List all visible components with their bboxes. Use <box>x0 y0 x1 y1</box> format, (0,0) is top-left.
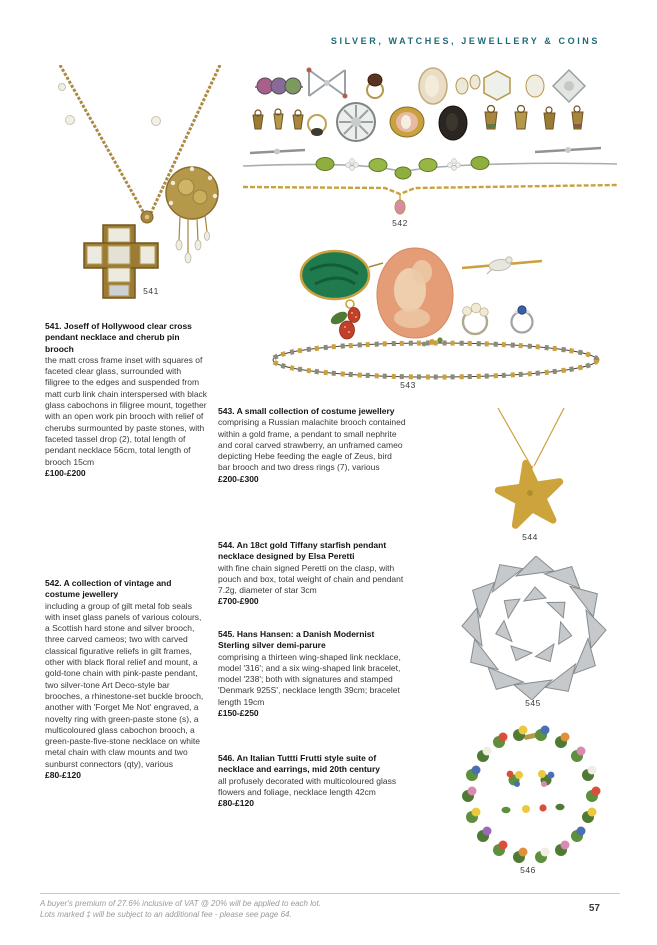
tutti-frutti-earrings <box>507 770 555 787</box>
lot-541-estimate: £100-£200 <box>45 467 86 478</box>
lot-544-estimate: £700-£900 <box>218 596 259 607</box>
lot-546-caption: 546 <box>520 865 536 875</box>
framed-cameo-brooch <box>390 107 424 137</box>
bird-bar-brooch <box>462 257 542 274</box>
lot-546-estimate: £80-£120 <box>218 798 254 809</box>
buyers-premium-line1: A buyer's premium of 27.6% inclusive of VAT @ 20% will be applied to each lot. <box>40 899 321 908</box>
lot-543-entry <box>218 406 406 485</box>
gold-chain-pink-pendant <box>243 185 617 214</box>
cream-cameo <box>419 68 447 104</box>
gilt-fob-seals-left <box>253 109 303 129</box>
lot-545-entry <box>218 629 406 719</box>
three-stone-bar-brooch <box>255 78 303 94</box>
lot-545-image <box>438 556 630 700</box>
blue-stone-ring <box>512 306 533 333</box>
lot-542-photo <box>235 60 625 235</box>
filigree-connector <box>141 211 153 223</box>
lot-545-estimate: £150-£250 <box>218 708 259 719</box>
lot-544-description: with fine chain signed Peretti on the clasp, with pouch and box, total weight of chain and pendant 7.2g, diameter of star 3cm <box>218 562 404 596</box>
lot-543-image <box>240 232 630 380</box>
lot-544-title: 544. An 18ct gold Tiffany starfish pendant necklace designed by Elsa Peretti <box>218 540 387 562</box>
bead-necklace <box>273 337 597 377</box>
small-white-pair <box>456 75 480 94</box>
lot-542-caption: 542 <box>392 218 408 228</box>
lot-542-description: including a group of gilt metal fob seals with inset glass panels of various colours, a Scottish hard stone and silver brooch, three carved cameos; two with carved classical figurative reliefs in gilt frames, other with black floral relief and mount, a gold-tone chain with pink-paste pendant, two silver-tone Art Deco-style bar brooches, a rhinestone-set buckle brooch, another with 'Forget Me Not' engraved, a novelty ring with green-paste stone (s), a multicoloured glass cabochon brooch, a green-paste-five-stone necklace on white metal chain with claw mounts and two sunburst connectors (qty), various <box>45 600 204 769</box>
lot-543-description: comprising a Russian malachite brooch contained within a gold frame, a pendant to small nephrite and coral carved strawberry, an unframed cameo depicting Hebe feeding the eagle of Zeus, bird bar brooch and two dress rings (7), various <box>218 417 406 473</box>
starfish-pendant <box>495 459 565 527</box>
lot-541-title: 541. Joseff of Hollywood clear cross pendant necklace and cherub pin brooch <box>45 321 192 354</box>
lot-546-entry <box>218 753 406 809</box>
buyers-premium-note <box>40 898 520 920</box>
hebe-cameo <box>377 248 453 338</box>
openwork-silver-brooch <box>337 103 375 141</box>
lot-545-title: 545. Hans Hansen: a Danish Modernist Sterling silver demi-parure <box>218 629 375 651</box>
gilt-fob-seals-right <box>485 106 583 130</box>
lot-544-image <box>440 408 620 532</box>
section-title: SILVER, WATCHES, JEWELLERY & COINS <box>330 36 600 46</box>
wing-link-necklace <box>462 556 607 700</box>
lot-542-title: 542. A collection of vintage and costume jewellery <box>45 578 172 600</box>
page-number: 57 <box>588 903 600 914</box>
lot-541-entry <box>45 321 208 479</box>
black-relief-oval <box>439 106 467 140</box>
green-stone-necklace <box>243 157 617 180</box>
lot-542-entry <box>45 578 208 781</box>
dark-stone-ring <box>367 74 383 98</box>
lot-541-caption: 541 <box>143 286 159 296</box>
lot-545-photo <box>438 556 630 716</box>
lot-542-image <box>235 60 625 215</box>
lot-543-photo <box>240 232 630 397</box>
lot-542-estimate: £80-£120 <box>45 770 81 781</box>
white-hexagon-brooch <box>484 71 510 100</box>
lot-545-caption: 545 <box>525 698 541 708</box>
cherub-brooch <box>166 167 218 263</box>
silver-lozenge-brooch <box>553 70 585 102</box>
lot-544-entry <box>218 540 406 608</box>
lot-541-photo <box>40 65 230 305</box>
lot-544-caption: 544 <box>522 532 538 542</box>
malachite-brooch <box>301 251 383 299</box>
strawberry-charm <box>329 300 360 339</box>
fine-gold-chain <box>498 408 564 474</box>
loose-flower-elements <box>502 804 565 813</box>
lot-545-description: comprising a thirteen wing-shaped link necklace, model '316'; and a six wing-shaped link bracelet, model '238'; both with signatures and stamped 'Denmark 925S', necklace length 39cm; bracelet length 19cm <box>218 651 401 707</box>
lot-546-description: all profusely decorated with multicoloured glass flowers and foliage, necklace length 42cm <box>218 775 397 797</box>
white-oval-brooch <box>526 75 544 97</box>
lot-546-photo <box>430 718 635 883</box>
wing-link-bracelet <box>493 587 574 666</box>
buyers-premium-line2: Lots marked ‡ will be subject to an additional fee - please see page 64. <box>40 910 292 919</box>
lot-544-photo <box>440 408 620 548</box>
lot-546-image <box>430 718 635 864</box>
lot-543-estimate: £200-£300 <box>218 473 259 484</box>
footer-divider <box>40 893 620 894</box>
tutti-frutti-necklace <box>462 726 601 864</box>
lot-541-image <box>40 65 230 300</box>
lot-543-caption: 543 <box>400 380 416 390</box>
lot-541-description: the matt cross frame inset with squares of faceted clear glass, surrounded with filigree to the edges and suspended from matt curb link chain interspersed with black glass cabochons in filigree mount, together with an open work pin brooch with relief of cherubs surmounted by paste stones, with faceted tassel drop (2), total length of pendant necklace 56cm, total length of brooch 15cm <box>45 354 208 467</box>
white-stone-ring <box>463 303 489 334</box>
bow-brooch <box>307 68 348 99</box>
bar-brooches <box>250 147 601 155</box>
lot-543-title: 543. A small collection of costume jewellery <box>218 406 395 416</box>
gold-ring <box>308 115 326 136</box>
lot-546-title: 546. An Italian Tuttti Frutti style suite of necklace and earrings, mid 20th century <box>218 753 381 775</box>
